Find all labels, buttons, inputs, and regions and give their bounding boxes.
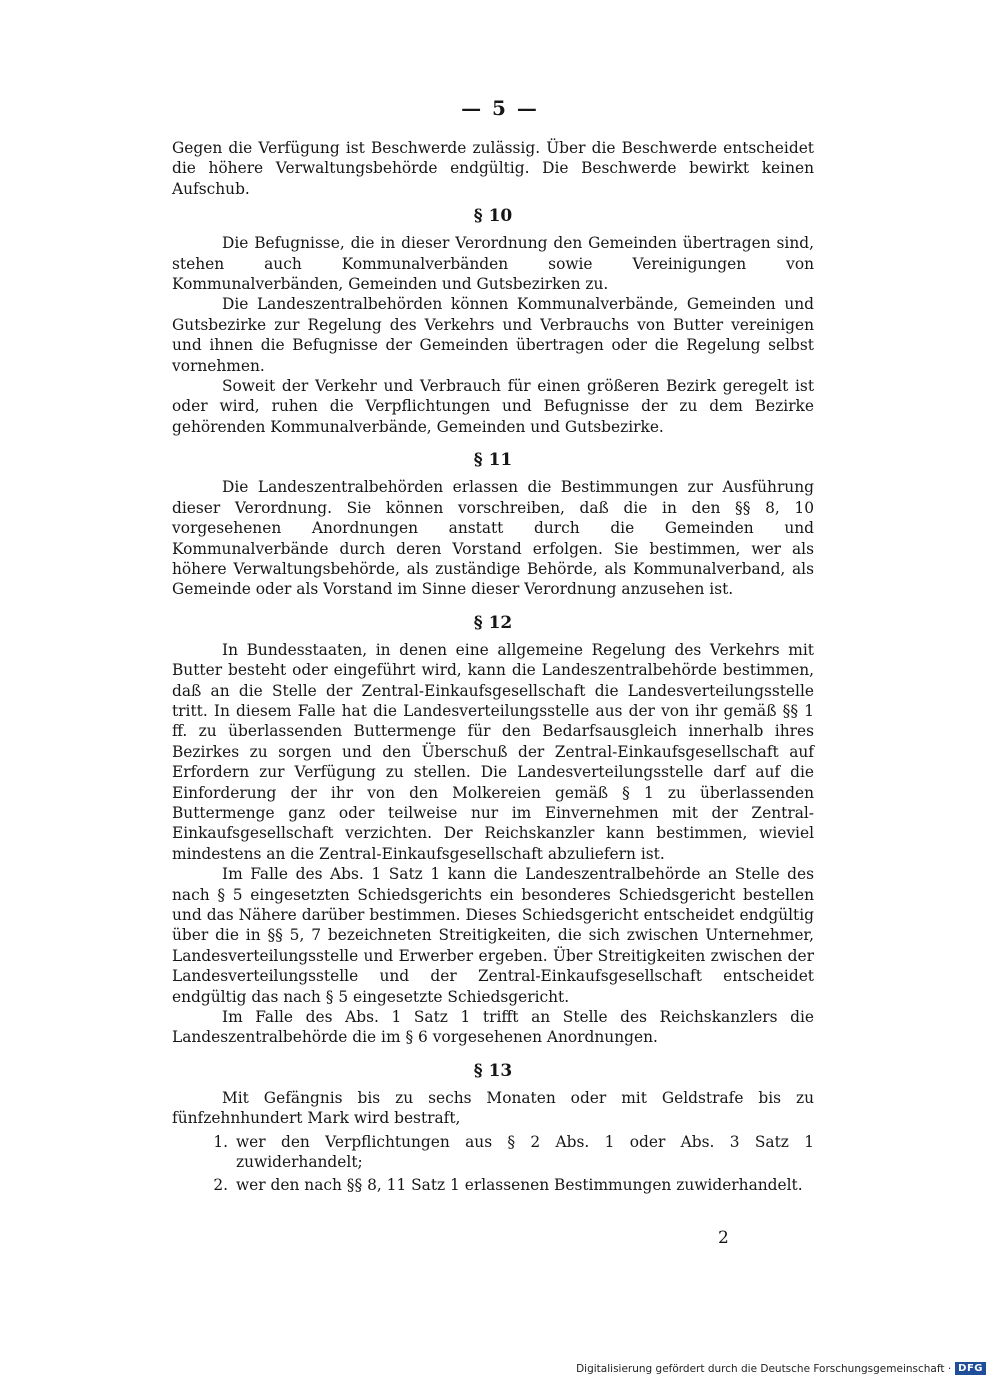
section-heading-12: § 12 [473, 612, 513, 633]
section-heading-11: § 11 [473, 450, 513, 471]
paragraph: Im Falle des Abs. 1 Satz 1 trifft an Stelle des Reichskanzlers die Landeszentralbehörde die im § 6 vorgesehenen Anordnungen. [172, 1008, 814, 1047]
section-heading-13: § 13 [473, 1060, 513, 1081]
list-item-text: wer den nach §§ 8, 11 Satz 1 erlassenen Bestimmungen zuwiderhandelt. [236, 1176, 803, 1195]
paragraph: Gegen die Verfügung ist Beschwerde zulässig. Über die Beschwerde entscheidet die höhere Verwaltungsbehörde endgültig. Die Beschwerde bewirkt keinen Aufschub. [172, 139, 814, 198]
footer [576, 1362, 986, 1375]
paragraph: Im Falle des Abs. 1 Satz 1 kann die Landeszentralbehörde an Stelle des nach § 5 eingesetzten Schiedsgerichts ein besonderes Schiedsgericht bestellen und das Nähere darüber bestimmen. Dieses Schiedsgericht entscheidet endgültig über die in §§ 5, 7 bezeichneten Streitigkeiten, die sich zwischen Unternehmer, Landesverteilungsstelle und Erwerber ergeben. Über Streitigkeiten zwischen der Landesverteilungsstelle und der Zentral-Einkaufsgesellschaft entscheidet endgültig das nach § 5 eingesetzte Schiedsgericht. [172, 865, 814, 1006]
paragraph: In Bundesstaaten, in denen eine allgemeine Regelung des Verkehrs mit Butter besteht oder eingeführt wird, kann die Landeszentralbehörde bestimmen, daß an die Stelle der Zentral-Einkaufsgesellschaft die Landesverteilungsstelle tritt. In diesem Falle hat die Landesverteilungsstelle aus der von ihr gemäß §§ 1 ff. zu überlassenden Buttermenge für den Bedarfsausgleich innerhalb ihres Bezirkes zu sorgen und den Überschuß der Zentral-Einkaufsgesellschaft auf Erfordern zur Verfügung zu stellen. Die Landesverteilungsstelle darf auf die Einforderung der ihr von den Molkereien gemäß § 1 zu überlassenden Buttermenge ganz oder teilweise nur im Einvernehmen mit der Zentral-Einkaufsgesellschaft verzichten. Der Reichskanzler kann bestimmen, wieviel mindestens an die Zentral-Einkaufsgesellschaft abzuliefern ist. [172, 640, 814, 863]
document-body [172, 138, 814, 1196]
signature-mark: 2 [718, 1228, 729, 1248]
paragraph: Soweit der Verkehr und Verbrauch für einen größeren Bezirk geregelt ist oder wird, ruhen die Verpflichtungen und Befugnisse der zu dem Bezirke gehörenden Kommunalverbände, Gemeinden und Gutsbezirke. [172, 377, 814, 436]
dfg-logo: DFG [955, 1362, 986, 1375]
list-item [172, 1175, 814, 1195]
list-item-text: wer den Verpflichtungen aus § 2 Abs. 1 oder Abs. 3 Satz 1 zuwiderhandelt; [236, 1132, 814, 1172]
list-item-number: 1. [213, 1132, 228, 1151]
paragraph: Die Landeszentralbehörden können Kommunalverbände, Gemeinden und Gutsbezirke zur Regelung des Verkehrs und Verbrauchs von Butter vereinigen und ihnen die Befugnisse der Gemeinden übertragen oder die Regelung selbst vornehmen. [172, 295, 814, 375]
list-item [172, 1132, 814, 1173]
page-number: — 5 — [461, 96, 539, 120]
list-item-number: 2. [213, 1176, 228, 1195]
section-heading-10: § 10 [473, 206, 513, 227]
paragraph: Die Befugnisse, die in dieser Verordnung den Gemeinden übertragen sind, stehen auch Kommunalverbänden sowie Vereinigungen von Kommunalverbänden, Gemeinden und Gutsbezirken zu. [172, 234, 814, 294]
paragraph: Mit Gefängnis bis zu sechs Monaten oder mit Geldstrafe bis zu fünfzehnhundert Mark wird bestraft, [172, 1088, 814, 1128]
footer-text: Digitalisierung gefördert durch die Deutsche Forschungsgemeinschaft · [576, 1362, 952, 1375]
paragraph: Die Landeszentralbehörden erlassen die Bestimmungen zur Ausführung dieser Verordnung. Sie können vorschreiben, daß die in den §§ 8, 10 vorgesehenen Anordnungen anstatt durch die Gemeinden und Kommunalverbände durch deren Vorstand erfolgen. Sie bestimmen, wer als höhere Verwaltungsbehörde, als zuständige Behörde, als Kommunalverband, als Gemeinde oder als Vorstand im Sinne dieser Verordnung anzusehen ist. [172, 478, 814, 599]
